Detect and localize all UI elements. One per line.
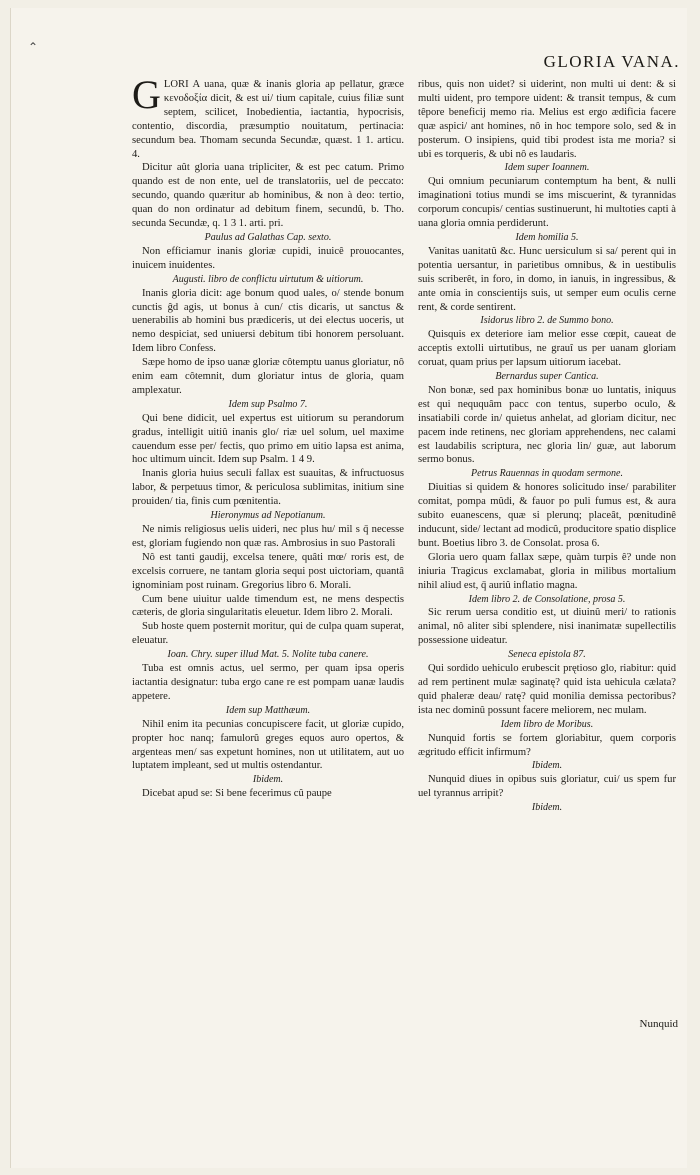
catchword: Nunquid — [639, 1018, 678, 1030]
paragraph: Nihil enim ita pecunias concupiscere facit, ut gloriæ cupido, propter hoc nanq; famulorû greges equos auro opertos, & argenteas men/ sas expetunt homines, non ut utilitatem, aut uo luptatem impleant, sed ut multis ostendantur. — [132, 718, 404, 772]
left-column — [132, 72, 404, 801]
paragraph: Qui bene didicit, uel expertus est uitiorum su perandorum gradus, intelligit uitiû inanis glo/ riæ uel solum, uel maxime cauendum esse per/ fectis, quo primo em uitio lapsa est anima, hoc ultimum uincit. Idem sup Psalm. 1 4 9. — [132, 412, 404, 466]
paragraph: Nunquid diues in opibus suis gloriatur, cui/ us spem fur uel tyrannus arripit? — [418, 774, 676, 800]
source-citation: Idem super Ioannem. — [504, 162, 590, 174]
source-citation: Petrus Rauennas in quodam sermone. — [471, 468, 623, 480]
paragraph: Sæpe homo de ipso uanæ gloriæ côtemptu uanus gloriatur, nô enim eam côtemnit, dum gloriatur intus de gloria, quam amplexatur. — [132, 357, 404, 396]
paragraph: Non efficiamur inanis gloriæ cupidi, inuicê prouocantes, inuicem inuidentes. — [132, 245, 404, 271]
paragraph: ribus, quis non uidet? si uiderint, non multi ui dent: & si multi uident, pro tempore uident: & transit tempus, & cum têpore beneficij memo ria. Melius est ergo ædificia facere quæ aspici/ ant homines, nô in hoc tempore solo, sed & in posterum. O insipiens, quid tibi prodest ista me moria? si ubi es torqueris, & ubi nô es laudaris. — [418, 79, 676, 160]
paragraph: Inanis gloria dicit: age bonum quod uales, o/ stende bonum cunctis ĝd agis, ut bonus à cun/ ctis dicaris, ut sanctus & uenerabilis ab homini bus prædiceris, ut dei electus uoceris, ut nemo despiciat, sed uniuersi debitum tibi honorem persoluant. Idem libro Confess. — [132, 287, 404, 355]
source-citation: Paulus ad Galathas Cap. sexto. — [204, 231, 332, 243]
paragraph: Diuitias si quidem & honores solicitudo inse/ parabiliter comitat, pompa mûdi, & fauor po puli fumus est, & aura subito euanescens, quæ si plerunq; placeât, pœnitudinê inducunt, side/ lectant ad modicû, producitore spatio displice bunt. Boetius libro 3. de Consolat. prosa 6. — [418, 482, 677, 549]
paragraph-text: LORI A uana, quæ & inanis gloria ap pellatur, græce κενοδοξία dicit, & est ui/ tium capitale, cuius filiæ sunt septem, scilicet, Inobedientia, iactantia, hypocrisis, contentio, discordia, præsumptio nouitatum, pertinacia: secundum bea. Thomam secunda Secundæ, quæst. 1 1. articu. 4. — [132, 79, 404, 160]
source-citation: Ibidem. — [531, 760, 563, 772]
source-citation: Augusti. libro de conflictu uirtutum & uitiorum. — [172, 273, 364, 285]
source-citation: Hieronymus ad Nepotianum. — [210, 510, 326, 522]
source-citation: Idem libro de Moribus. — [500, 718, 594, 730]
paragraph: Quisquis ex deteriore iam melior esse cœpit, caueat de acceptis extolli uirtutibus, ne grauî us per uanam gloriam coruat, quam prius per lapsum uitiorum iacebat. — [418, 329, 676, 369]
margin-mark: ⌃ — [28, 40, 39, 54]
paragraph: Sub hoste quem posternit moritur, qui de culpa quam superat, eleuatur. — [132, 621, 404, 647]
source-citation: Seneca epistola 87. — [508, 649, 586, 661]
paragraph: Qui sordido uehiculo erubescit prętioso glo, riabitur: quid ad rem pertinent mulæ saginatę? quid ista uehicula cælata? quid phaleræ deau/ ratę? quid monilia demissa pectoribus? ista nec dominû possunt facere meliorem, nec mulam. — [418, 663, 676, 716]
drop-cap: G — [132, 72, 161, 117]
source-citation: Ibidem. — [252, 774, 284, 786]
paragraph: Inanis gloria huius seculi fallax est suauitas, & infructuosus labor, & perpetuus timor, & periculosa sublimitas, initium sine prouiden/ tia, finis cum pœnitentia. — [132, 468, 404, 508]
source-citation: Isidorus libro 2. de Summo bono. — [480, 315, 614, 327]
paragraph: Tuba est omnis actus, uel sermo, per quam ipsa operis iactantia designatur: tuba ergo cane re est pompam uanæ laudis appetere. — [132, 663, 404, 702]
paragraph — [132, 72, 404, 161]
paragraph: Nô est tanti gaudij, excelsa tenere, quâti mœ/ roris est, de excelsis corruere, ne tantam gloria sequi post uictoriam, quantâ ignominiam post ruinam. Gregorius libro 6. Morali. — [132, 551, 404, 591]
paragraph: Sic rerum uersa conditio est, ut diuinû meri/ to rationis animal, nô aliter sibi splendere, nisi inanimatæ supellectilis possessione uideatur. — [418, 607, 676, 647]
right-column — [418, 78, 676, 815]
running-head: GLORIA VANA. — [543, 52, 680, 71]
source-citation: Bernardus super Cantica. — [495, 371, 599, 383]
source-citation: Idem sup Matthæum. — [225, 704, 311, 716]
paragraph: Nunquid fortis se fortem gloriabitur, quem corporis ægritudo efficit infirmum? — [418, 732, 676, 758]
paragraph: Qui omnium pecuniarum contemptum ha bent, & nulli imaginationi totius mundi se ims miscuerint, & tyrannidas corporum concupis/ centias sustinuerunt, hi multoties capti à uana gloria omnia perdiderunt. — [418, 176, 676, 230]
source-citation: Idem sup Psalmo 7. — [228, 398, 308, 410]
paragraph: Ne nimis religiosus uelis uideri, nec plus hu/ mil s q̄ necesse est, gloriam fugiendo non quæ ras. Ambrosius in suo Pastorali — [132, 524, 404, 549]
source-citation: Idem homilia 5. — [515, 231, 579, 243]
paragraph: Vanitas uanitatû &c. Hunc uersiculum si sa/ perent qui in potentia uersantur, in parietibus omnibus, & in uestibulis suis scriberêt, in foro, in domo, in ianuis, in ingressibus, & ante omia in conscientijs suis, ut semper eum oculis cerne rent, & corde sentirent. — [418, 245, 676, 313]
paragraph: Non bonæ, sed pax hominibus bonæ uo luntatis, iniquus est qui neququâm pacc con tentus, superbo oculo, & insatiabili corde in/ quietus anhelat, ad gloriam dicitur, nec pacem inde retinens, nec gloriam apprehendens, nec calami est laudabilis scriptura, nec gloria lin/ guæ, aut laborum sermo bonus. — [418, 384, 676, 466]
paragraph: Gloria uero quam fallax sæpe, quàm turpis ê? unde non iniuria Tragicus exclamabat, gloria in milibus mortalium nihil aliud est, q̄ auriû inflatio magna. — [418, 551, 676, 591]
source-citation: Ibidem. — [531, 802, 563, 814]
source-citation: Ioan. Chry. super illud Mat. 5. Nolite tuba canere. — [167, 649, 369, 661]
source-citation: Idem libro 2. de Consolatione, prosa 5. — [468, 593, 626, 605]
paragraph: Cum bene uiuitur ualde timendum est, ne mens despectis cæteris, de gloria singularitatis eleuetur. Idem libro 2. Morali. — [132, 593, 404, 619]
paragraph: Dicitur aût gloria uana tripliciter, & est pec catum. Primo quando est de non ente, uel de translatoriis, uel de peccato: secundo, quando quæritur ab hominibus, & non à deo: tertio, quan do non ordinatur ad debitum finem, secundû, b. Tho. secunda Secundæ, q. 1 3 1. arti. pri. — [132, 162, 404, 230]
paragraph: Dicebat apud se: Si bene fecerimus cû paupe — [142, 788, 332, 800]
